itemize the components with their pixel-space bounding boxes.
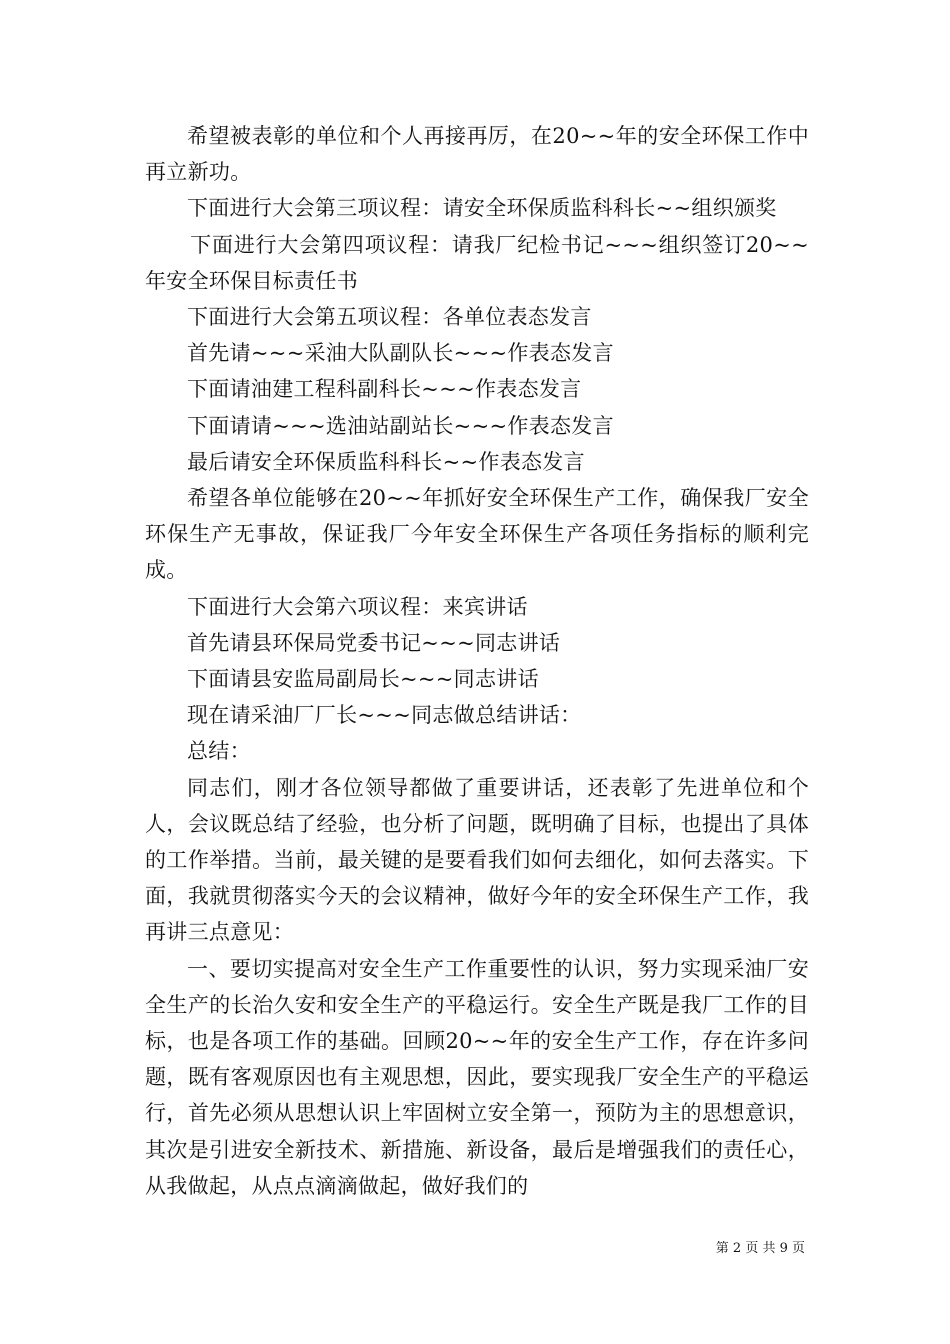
document-body [145, 118, 809, 1204]
paragraph-10: 下面进行大会第六项议程：来宾讲话 [187, 594, 528, 619]
paragraph-13: 现在请采油厂厂长~~~同志做总结讲话： [187, 703, 582, 728]
paragraph-14: 总结： [187, 739, 251, 764]
paragraph-15: 同志们，刚才各位领导都做了重要讲话，还表彰了先进单位和个人，会议既总结了经验，也分析了问题，既明确了目标，也提出了具体的工作举措。当前，最关键的是要看我们如何去细化，如何去落实。下面，我就贯彻落实今天的会议精神，做好今年的安全环保生产工作，我再讲三点意见： [145, 775, 809, 945]
paragraph-2: 下面进行大会第三项议程：请安全环保质监科科长~~组织颁奖 [187, 196, 777, 221]
paragraph-1: 希望被表彰的单位和个人再接再厉，在20~~年的安全环保工作中再立新功。 [145, 124, 809, 185]
paragraph-16: 一、要切实提高对安全生产工作重要性的认识，努力实现采油厂安全生产的长治久安和安全生产的平稳运行。安全生产既是我厂工作的目标，也是各项工作的基础。回顾20~~年的安全生产工作，存在许多问题，既有客观原因也有主观思想，因此，要实现我厂安全生产的平稳运行，首先必须从思想认识上牢固树立安全第一，预防为主的思想意识，其次是引进安全新技术、新措施、新设备，最后是增强我们的责任心，从我做起，从点点滴滴做起，做好我们的 [145, 956, 809, 1198]
paragraph-4: 下面进行大会第五项议程：各单位表态发言 [187, 305, 592, 330]
paragraph-12: 下面请县安监局副局长~~~同志讲话 [187, 667, 539, 692]
paragraph-7: 下面请请~~~选油站副站长~~~作表态发言 [187, 413, 614, 438]
paragraph-5: 首先请~~~采油大队副队长~~~作表态发言 [187, 341, 614, 366]
paragraph-8: 最后请安全环保质监科科长~~作表态发言 [187, 449, 585, 474]
paragraph-6: 下面请油建工程科副科长~~~作表态发言 [187, 377, 582, 402]
paragraph-3: 下面进行大会第四项议程：请我厂纪检书记~~~组织签订20~~年安全环保目标责任书 [145, 232, 809, 293]
page-number-footer: 第 2 页 共 9 页 [715, 1241, 805, 1256]
paragraph-9: 希望各单位能够在20~~年抓好安全环保生产工作，确保我厂安全环保生产无事故，保证我厂今年安全环保生产各项任务指标的顺利完成。 [145, 486, 809, 583]
paragraph-11: 首先请县环保局党委书记~~~同志讲话 [187, 630, 561, 655]
